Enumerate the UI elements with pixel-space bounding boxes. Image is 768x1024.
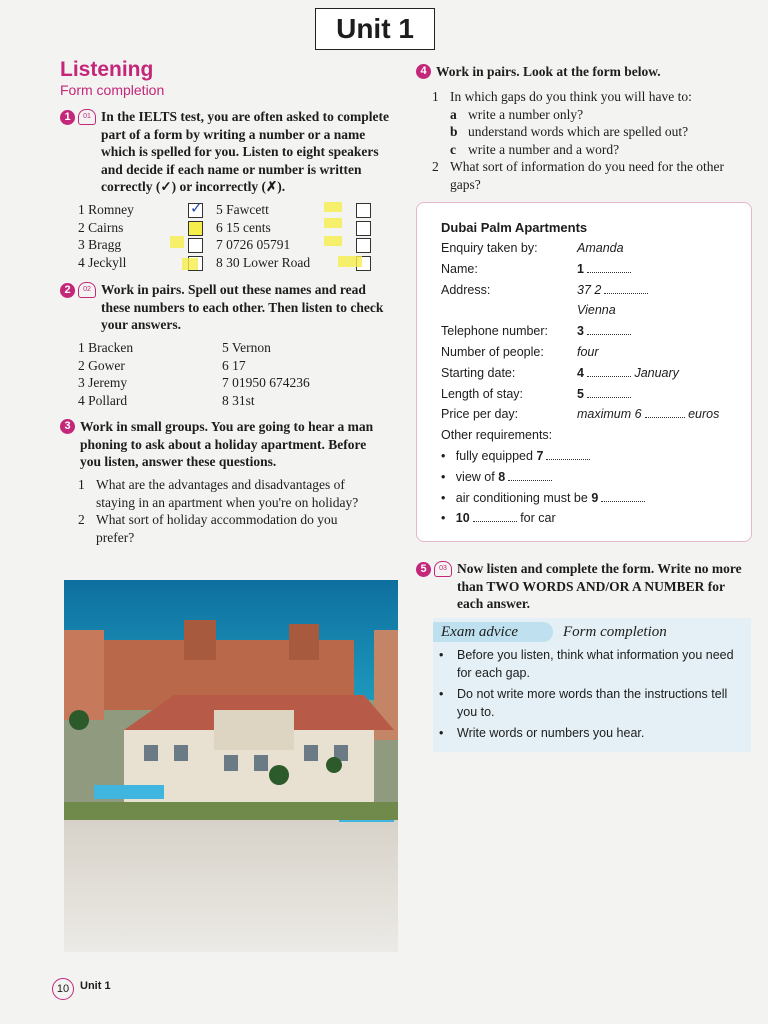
- exercise-4-questions: [432, 88, 750, 193]
- checkbox[interactable]: [356, 203, 371, 218]
- exercise-number: 1: [60, 110, 75, 125]
- form-value: Amanda: [577, 241, 624, 255]
- exercise-3-questions: [78, 476, 378, 546]
- option-text: write a number only?: [468, 106, 584, 122]
- question-text: What sort of holiday accommodation do you prefer?: [96, 512, 338, 545]
- exercise-2-instruction: Work in pairs. Spell out these names and read these numbers to each other. Then listen to check your answers.: [101, 282, 384, 332]
- requirement-item[interactable]: • view of 8: [441, 467, 741, 488]
- form-label: Length of stay:: [441, 386, 524, 401]
- form-label: Number of people:: [441, 344, 544, 359]
- question-text: In which gaps do you think you will have to:: [450, 89, 692, 104]
- list-item: 3 Bragg: [78, 237, 122, 252]
- requirement-item[interactable]: • 10 for car: [441, 511, 556, 526]
- exercise-5: [416, 560, 750, 613]
- booking-form: [416, 202, 752, 542]
- list-item: 1 Bracken: [78, 340, 134, 355]
- resort-photo: [64, 580, 398, 952]
- form-label: Enquiry taken by:: [441, 241, 538, 255]
- option-letter: a: [450, 106, 457, 122]
- requirement-item[interactable]: • fully equipped 7: [441, 446, 741, 467]
- form-gap[interactable]: 37 2: [577, 280, 741, 301]
- form-label: Telephone number:: [441, 324, 549, 339]
- form-gap[interactable]: 5: [577, 384, 741, 405]
- section-subtitle: Form completion: [60, 82, 165, 98]
- highlight-mark: [324, 202, 342, 212]
- question-number: 1: [78, 477, 85, 492]
- form-rows: [441, 238, 741, 425]
- form-gap[interactable]: 4 January: [577, 365, 679, 380]
- exercise-2: [60, 281, 396, 334]
- checkbox[interactable]: [188, 221, 203, 236]
- question-text: What are the advantages and disadvantages of staying in an apartment when you're on holiday?: [96, 477, 359, 510]
- form-label: Starting date:: [441, 365, 516, 380]
- other-requirements-label: Other requirements:: [441, 428, 553, 443]
- exercise-number: 5: [416, 562, 431, 577]
- highlight-mark: [324, 218, 342, 228]
- list-item: 8 30 Lower Road: [216, 254, 311, 270]
- highlight-mark: [182, 258, 198, 270]
- form-title: Dubai Palm Apartments: [441, 220, 588, 235]
- list-item: 6 15 cents: [216, 219, 271, 235]
- list-item: 8 31st: [222, 392, 255, 408]
- list-item: 4 Jeckyll: [78, 254, 127, 270]
- exam-advice-label: Exam advice: [433, 622, 553, 642]
- section-title: Listening: [60, 58, 154, 81]
- exam-advice-box: [433, 618, 751, 752]
- cd-track-icon[interactable]: 01: [78, 109, 96, 125]
- form-label: Name:: [441, 261, 478, 276]
- list-item: 5 Fawcett: [216, 202, 269, 217]
- list-item: 4 Pollard: [78, 392, 128, 408]
- exercise-number: 4: [416, 64, 431, 79]
- highlight-mark: [338, 256, 362, 267]
- option-text: understand words which are spelled out?: [468, 124, 689, 139]
- exercise-2-list: [78, 339, 382, 409]
- exercise-5-instruction: Now listen and complete the form. Write no more than TWO WORDS AND/OR A NUMBER for each answer.: [457, 561, 742, 611]
- form-gap[interactable]: maximum 6 euros: [577, 407, 720, 422]
- requirements-list: [441, 446, 741, 529]
- exam-advice-title: Form completion: [563, 624, 667, 640]
- requirement-item[interactable]: • air conditioning must be 9: [441, 488, 741, 509]
- question-number: 1: [432, 89, 439, 104]
- advice-bullet: • Write words or numbers you hear.: [439, 726, 645, 740]
- option-letter: c: [450, 141, 456, 157]
- form-label: Address:: [441, 282, 491, 297]
- list-item: 2 Gower: [78, 357, 125, 373]
- list-item: 6 17: [222, 357, 246, 373]
- advice-bullet: • Before you listen, think what information you need for each gap.: [439, 648, 734, 680]
- exercise-4: [416, 63, 746, 81]
- form-value: four: [577, 344, 599, 359]
- exercise-1: [60, 108, 390, 196]
- exercise-number: 2: [60, 283, 75, 298]
- question-number: 2: [432, 159, 439, 174]
- form-gap[interactable]: 1: [577, 259, 741, 280]
- cd-track-icon[interactable]: 02: [78, 282, 96, 298]
- option-letter: b: [450, 124, 458, 139]
- option-text: write a number and a word?: [468, 141, 620, 157]
- exercise-1-instruction: In the IELTS test, you are often asked to complete part of a form by writing a number or a name which is spelled for you. Listen to eight speakers and decide if each name or number is written correctly (✓) or incorrectly (✗).: [101, 109, 390, 194]
- list-item: 3 Jeremy: [78, 375, 128, 390]
- form-label: Price per day:: [441, 407, 519, 422]
- form-gap[interactable]: 3: [577, 321, 741, 342]
- checkbox[interactable]: [356, 238, 371, 253]
- unit-title: Unit 1: [315, 8, 435, 50]
- question-text: What sort of information do you need for the other gaps?: [450, 159, 725, 192]
- footer-unit: Unit 1: [80, 980, 111, 992]
- advice-bullet: • Do not write more words than the instructions tell you to.: [439, 687, 728, 719]
- exercise-4-instruction: Work in pairs. Look at the form below.: [436, 64, 661, 79]
- tick-icon: ✓: [190, 199, 203, 217]
- list-item: 7 0726 05791: [216, 237, 291, 252]
- exercise-number: 3: [60, 419, 75, 434]
- list-item: 1 Romney: [78, 202, 134, 217]
- question-number: 2: [78, 512, 85, 527]
- list-item: 7 01950 674236: [222, 375, 310, 390]
- form-value: Vienna: [577, 303, 616, 318]
- checkbox[interactable]: [188, 199, 203, 218]
- highlight-mark: [324, 236, 342, 246]
- cd-track-icon[interactable]: 03: [434, 561, 452, 577]
- checkbox[interactable]: [356, 221, 371, 236]
- list-item: 2 Cairns: [78, 219, 124, 235]
- page-number: 10: [52, 978, 74, 1000]
- checkbox[interactable]: [188, 238, 203, 253]
- highlight-mark: [170, 236, 184, 248]
- list-item: 5 Vernon: [222, 340, 271, 355]
- exercise-3: [60, 418, 390, 471]
- exercise-3-instruction: Work in small groups. You are going to hear a man phoning to ask about a holiday apartment. Before you listen, answer these questions.: [80, 419, 374, 469]
